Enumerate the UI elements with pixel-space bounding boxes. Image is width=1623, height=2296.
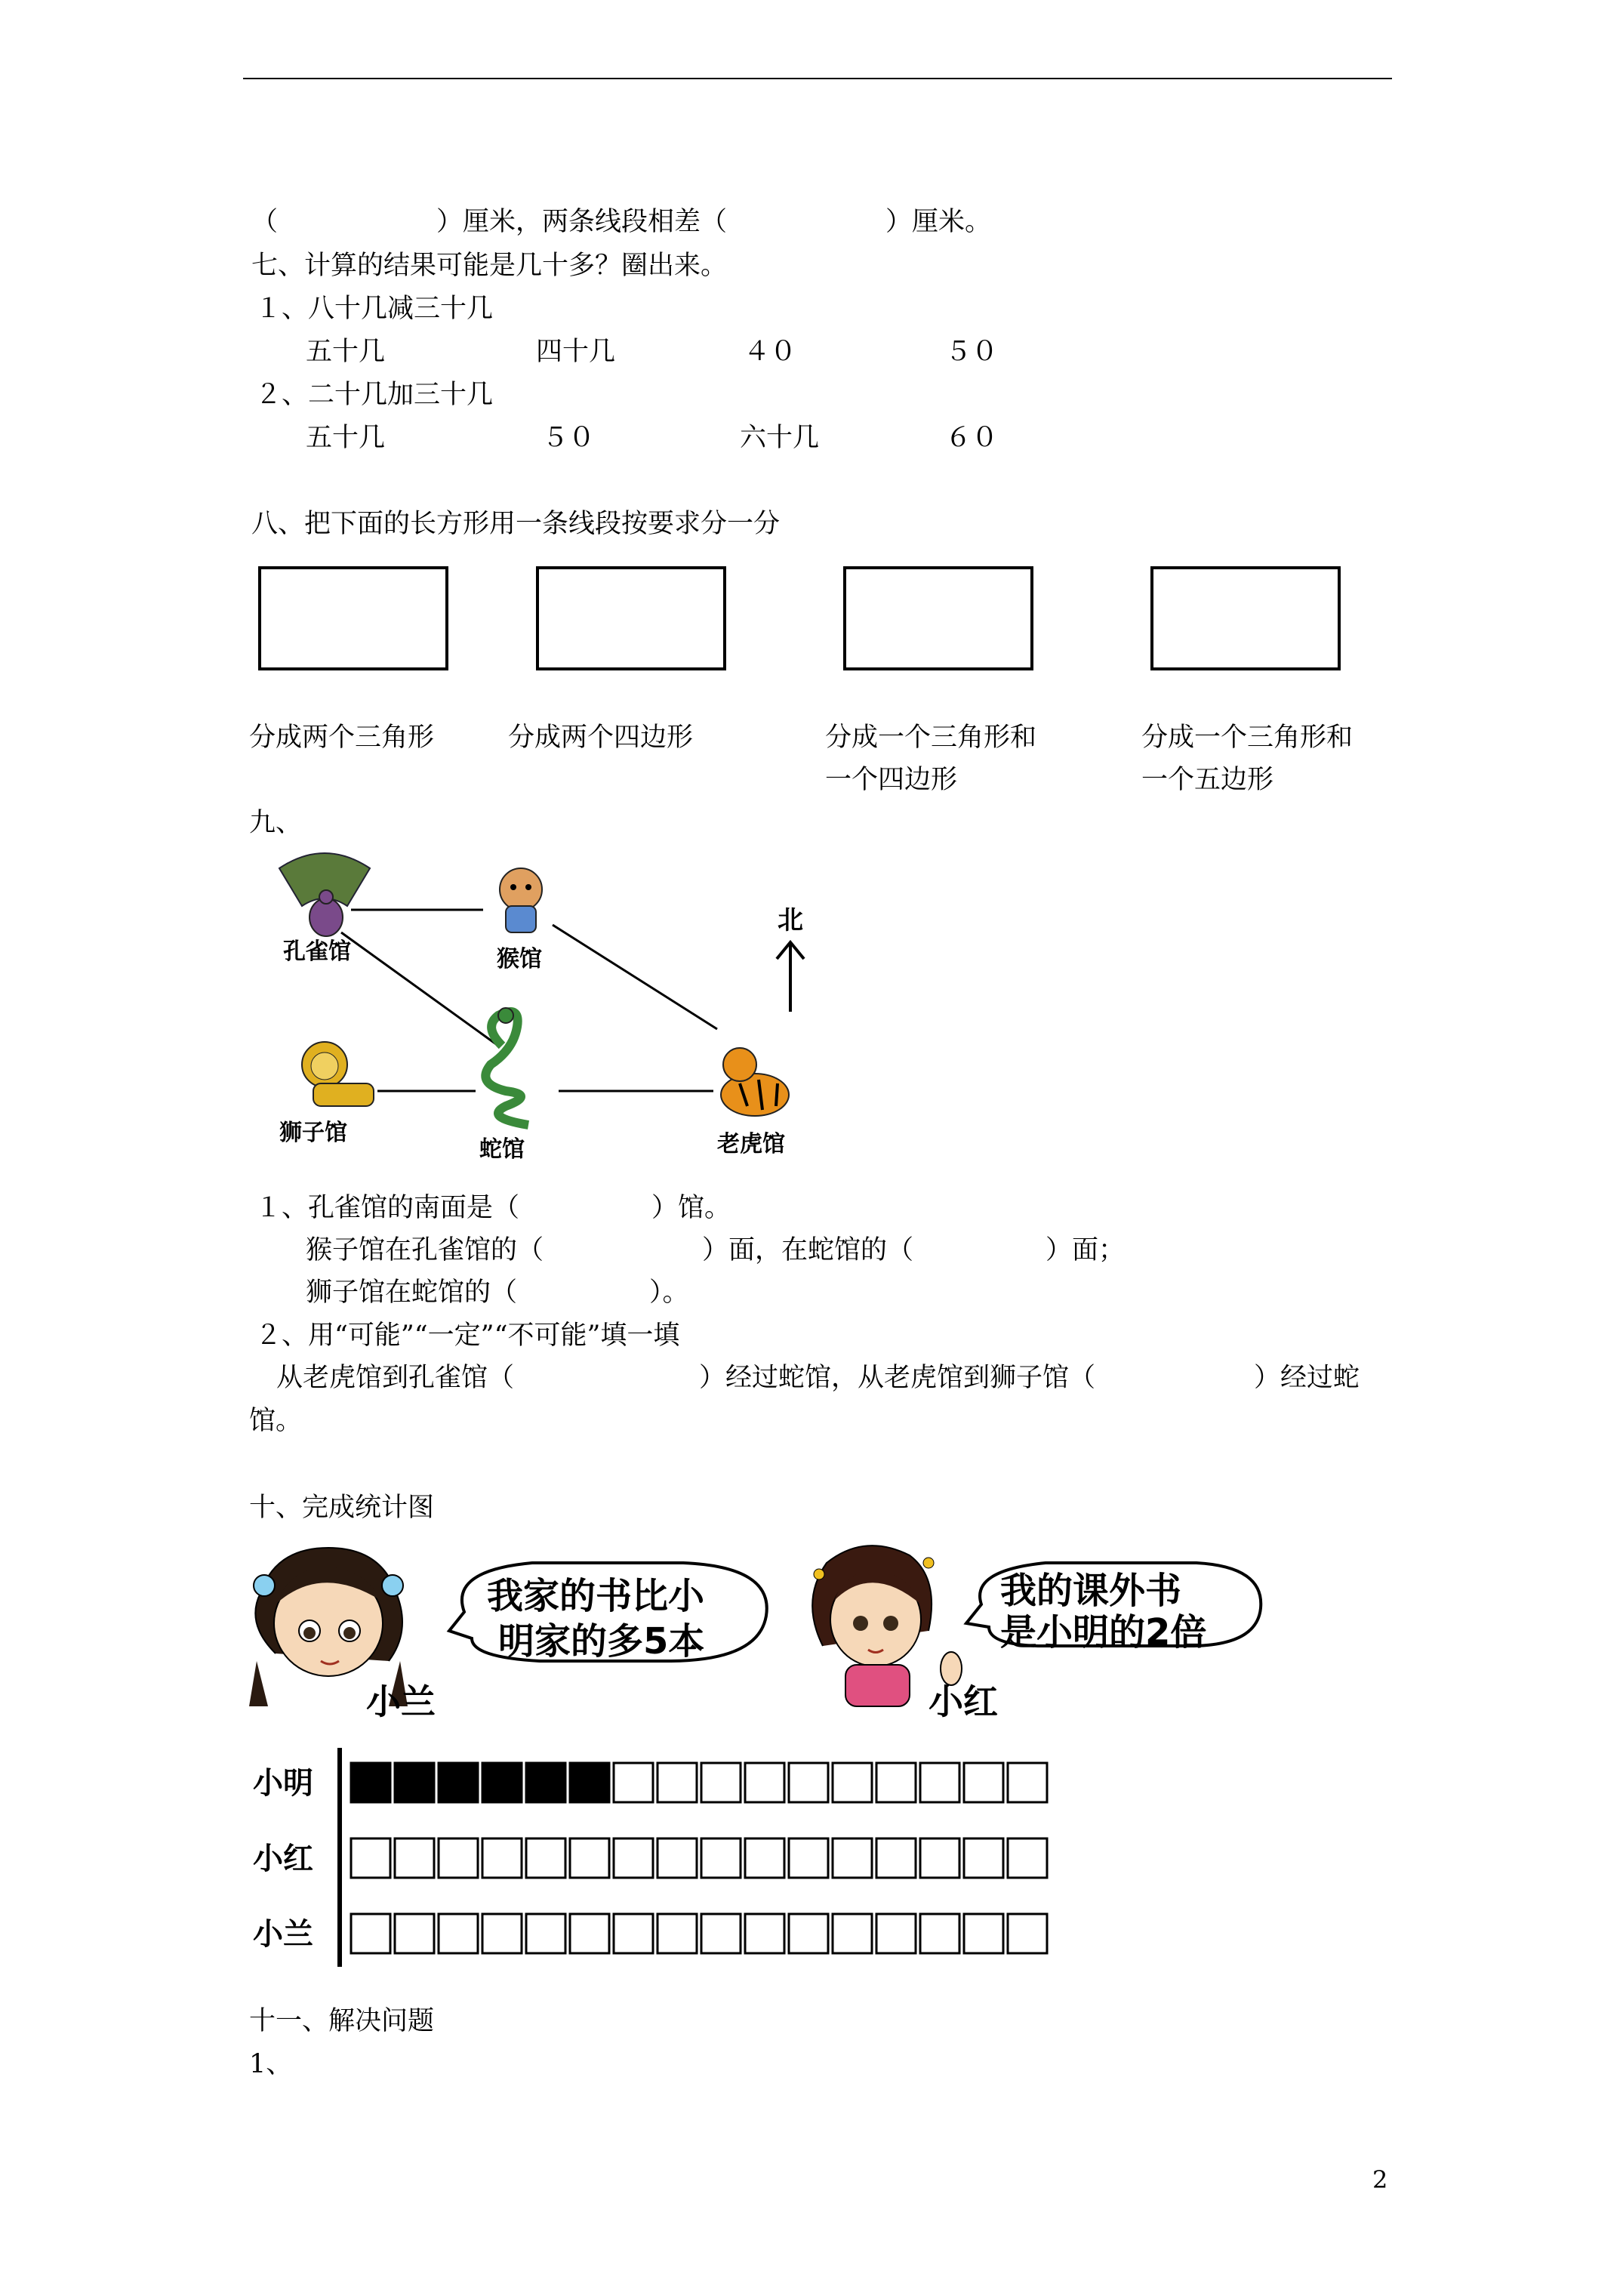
q8-label-2: 一个五边形 [1141,765,1274,795]
q11-item1: 1、 [249,2049,293,2079]
q8-label-2: 一个四边形 [825,765,958,795]
monkey-label: 猴馆 [497,946,542,972]
q8-label: 分成两个三角形 [249,723,435,753]
q9-title: 九、 [249,808,303,838]
empty-box[interactable] [789,1838,828,1878]
q8-label: 分成两个四边形 [508,723,694,753]
q7-item1-prompt: １、八十几减三十几 [255,294,494,324]
empty-box[interactable] [570,1914,609,1953]
row-label-xiaoming: 小明 [253,1766,313,1801]
q9-q1-line3: 狮子馆在蛇馆的（ ）。 [306,1277,689,1308]
filled-box [482,1763,522,1802]
empty-box[interactable] [526,1838,565,1878]
q11-title: 十一、解决问题 [249,2006,435,2036]
empty-box[interactable] [920,1763,959,1802]
lan-speech-line1: 我家的书比小 [487,1575,705,1617]
empty-box[interactable] [1008,1838,1047,1878]
empty-box[interactable] [745,1763,784,1802]
empty-box[interactable] [1008,1914,1047,1953]
empty-box[interactable] [614,1838,653,1878]
q7-item2-option[interactable]: 五十几 [306,423,386,453]
peacock-icon [279,853,370,936]
lion-label: 狮子馆 [279,1120,347,1146]
empty-box[interactable] [920,1838,959,1878]
empty-box[interactable] [876,1838,916,1878]
empty-box[interactable] [701,1763,741,1802]
empty-box[interactable] [614,1914,653,1953]
rectangle-2[interactable] [536,566,726,670]
empty-box[interactable] [876,1914,916,1953]
snake-icon [485,1008,528,1125]
row-label-xiaohong: 小红 [253,1841,313,1876]
rectangle-4[interactable] [1150,566,1341,670]
q9-q1-line1: １、孔雀馆的南面是（ ）馆。 [255,1193,731,1223]
peacock-label: 孔雀馆 [283,938,351,965]
zoo-map [257,846,830,1178]
q8-label: 分成一个三角形和 [1141,723,1354,753]
empty-box[interactable] [614,1763,653,1802]
empty-box[interactable] [482,1838,522,1878]
empty-box[interactable] [789,1914,828,1953]
q10-title: 十、完成统计图 [249,1493,435,1523]
empty-box[interactable] [395,1838,434,1878]
empty-box[interactable] [745,1914,784,1953]
empty-box[interactable] [351,1914,390,1953]
hong-name: 小红 [929,1681,998,1722]
empty-box[interactable] [658,1914,697,1953]
q7-item2-prompt: ２、二十几加三十几 [255,380,494,410]
q8-label: 分成一个三角形和 [825,723,1037,753]
empty-box[interactable] [1008,1763,1047,1802]
stat-chart [249,1744,1200,1971]
q9-q2-line1: ２、用“可能”“一定”“不可能”填一填 [255,1321,680,1351]
q7-item1-option[interactable]: ４０ [744,337,797,367]
tiger-label: 老虎馆 [717,1131,785,1157]
q7-title: 七、计算的结果可能是几十多？圈出来。 [251,251,728,281]
empty-box[interactable] [395,1914,434,1953]
empty-box[interactable] [482,1914,522,1953]
empty-box[interactable] [964,1838,1003,1878]
filled-box [395,1763,434,1802]
q7-item1-option[interactable]: ５０ [945,337,999,367]
path-peacock-snake [341,932,498,1046]
q10-illustration [245,1533,1302,1729]
q9-q2-line3: 馆。 [249,1406,303,1436]
empty-box[interactable] [745,1838,784,1878]
empty-box[interactable] [658,1763,697,1802]
filled-box [570,1763,609,1802]
empty-box[interactable] [351,1838,390,1878]
monkey-icon [500,868,542,932]
hong-speech-line2: 是小明的2倍 [1000,1611,1207,1653]
empty-box[interactable] [920,1914,959,1953]
rectangle-3[interactable] [843,566,1033,670]
empty-box[interactable] [833,1763,872,1802]
lan-speech-line2: 明家的多5本 [498,1620,705,1663]
q7-item1-option[interactable]: 四十几 [536,337,616,367]
filled-box [526,1763,565,1802]
q9-q2-line2: 从老虎馆到孔雀馆（ ）经过蛇馆，从老虎馆到狮子馆（ ）经过蛇 [276,1363,1360,1393]
empty-box[interactable] [439,1914,478,1953]
path-monkey-tiger [553,925,717,1029]
empty-box[interactable] [964,1763,1003,1802]
page-number: 2 [1372,2165,1388,2194]
empty-box[interactable] [876,1763,916,1802]
tiger-icon [721,1048,789,1116]
q9-q1-line2: 猴子馆在孔雀馆的（ ）面，在蛇馆的（ ）面； [306,1235,1126,1265]
filled-box [439,1763,478,1802]
q6-tail: （ ）厘米，两条线段相差（ ）厘米。 [251,207,992,237]
rectangle-1[interactable] [258,566,448,670]
q8-title: 八、把下面的长方形用一条线段按要求分一分 [251,509,781,539]
snake-label: 蛇馆 [479,1136,525,1163]
filled-box [351,1763,390,1802]
empty-box[interactable] [789,1763,828,1802]
empty-box[interactable] [526,1914,565,1953]
empty-box[interactable] [833,1914,872,1953]
empty-box[interactable] [701,1838,741,1878]
lan-name: 小兰 [366,1681,436,1722]
lion-icon [302,1042,374,1106]
empty-box[interactable] [439,1838,478,1878]
q7-item1-option[interactable]: 五十几 [306,337,386,367]
hong-speech-line1: 我的课外书 [1000,1570,1182,1612]
row-label-xiaolan: 小兰 [253,1917,313,1952]
q7-item2-option[interactable]: ６０ [945,423,999,453]
empty-box[interactable] [701,1914,741,1953]
north-label: 北 [778,905,803,935]
empty-box[interactable] [570,1838,609,1878]
empty-box[interactable] [964,1914,1003,1953]
header-rule [243,78,1392,79]
q7-item2-option[interactable]: 六十几 [740,423,820,453]
empty-box[interactable] [833,1838,872,1878]
q7-item2-option[interactable]: ５０ [542,423,596,453]
empty-box[interactable] [658,1838,697,1878]
